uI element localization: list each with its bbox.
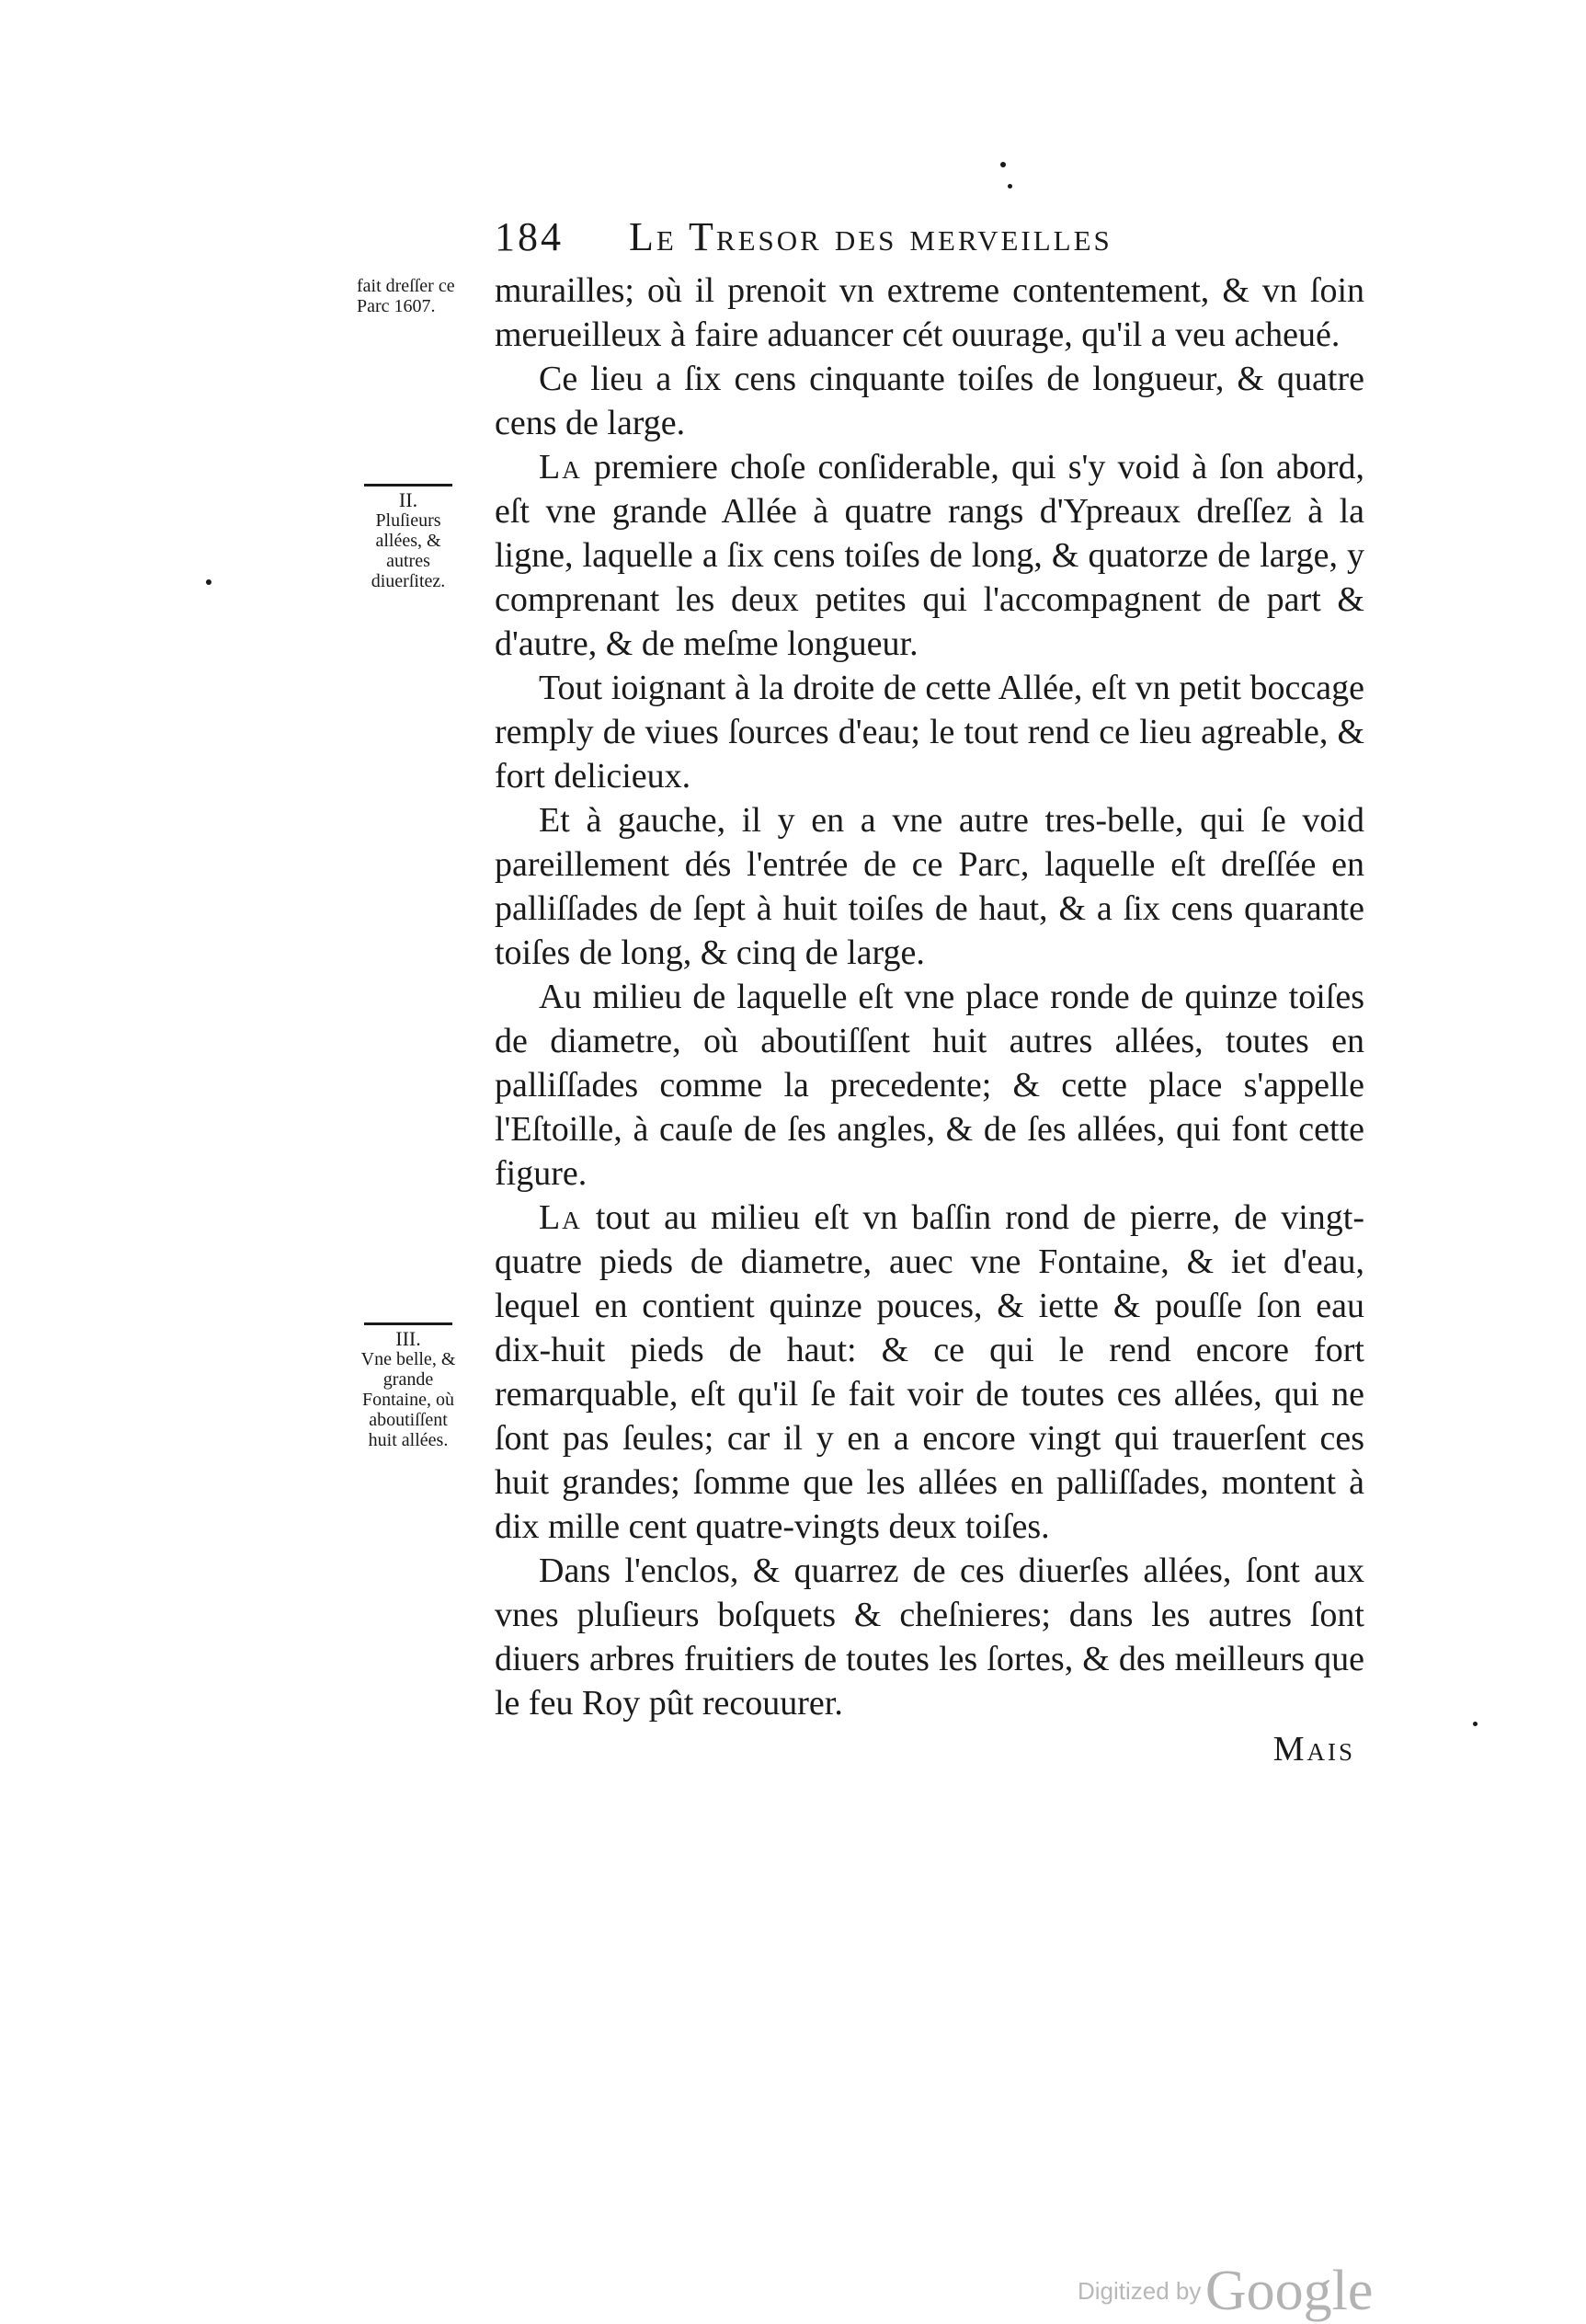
marginal-note [357, 276, 460, 316]
marginal-rule [364, 484, 452, 487]
body-text [495, 269, 1364, 1771]
paragraph-text: murailles; où il prenoit vn extreme contentement, & vn ſoin merueilleux à faire aduancer cét ouurage, qu'il a veu acheué. [495, 271, 1364, 354]
paragraph [495, 1549, 1364, 1725]
google-logo: Google [1204, 2260, 1374, 2322]
marginal-note-number: II. [398, 488, 418, 511]
paragraph-text: tout au milieu eſt vn baſſin rond de pierre, de vingt-quatre pieds de diametre, auec vne Fontaine, & iet d'eau, lequel en contient quinze pouces, & iette & pouſſe ſon eau dix-huit pieds de haut: & ce qui le rend encore fort remarquable, eſt qu'il ſe fait voir de toutes ces allées, qui ne ſont pas ſeules; car il y en a encore vingt qui trauerſent ces huit grandes; ſomme que les allées en palliſſades, montent à dix mille cent quatre-vingts deux toiſes. [495, 1198, 1364, 1546]
speck-mark [1473, 1722, 1478, 1726]
paragraph [495, 357, 1364, 445]
paragraph [495, 666, 1364, 798]
marginal-note [357, 1322, 460, 1450]
paragraph-text: premiere choſe conſiderable, qui s'y void à ſon abord, eſt vne grande Allée à quatre rangs d'Ypreaux dreſſez à la ligne, laquelle a ſix cens toiſes de long, & quatorze de large, y comprenant les deux petites qui l'accompagnent de part & d'autre, & de meſme longueur. [495, 448, 1364, 663]
running-head: Le Tresor des merveilles [629, 214, 1112, 259]
digitized-watermark [1078, 2259, 1373, 2324]
marginal-note-text: Pluſieurs allées, & autres diuerſitez. [371, 510, 446, 591]
paragraph-lead: La [539, 448, 582, 487]
speck-mark [1008, 184, 1012, 189]
marginal-note-number: III. [395, 1327, 421, 1350]
paragraph [495, 269, 1364, 357]
page-number: 184 [495, 214, 564, 259]
marginal-note-text: Vne belle, & grande Fontaine, où aboutiſſent huit allées. [360, 1349, 456, 1450]
paragraph-text: Tout ioignant à la droite de cette Allée, eſt vn petit boccage remply de viues ſources d'eau; le tout rend ce lieu agreable, & fort delicieux. [495, 669, 1364, 796]
paragraph-text: Ce lieu a ſix cens cinquante toiſes de longueur, & quatre cens de large. [495, 360, 1364, 442]
speck-mark [1000, 162, 1006, 167]
marginal-note-text: fait dreſſer ce Parc 1607. [357, 276, 455, 316]
marginal-note [357, 484, 460, 591]
paragraph [495, 445, 1364, 666]
marginal-rule [364, 1322, 452, 1325]
paragraph [495, 798, 1364, 975]
catchword: Mais [1272, 1730, 1355, 1769]
paragraph-lead: La [539, 1198, 582, 1237]
speck-mark [206, 579, 211, 585]
paragraph-text: Dans l'enclos, & quarrez de ces diuerſes allées, ſont aux vnes pluſieurs boſquets & cheſnieres; dans les autres ſont diuers arbres fruitiers de toutes les ſortes, & des meilleurs que le feu Roy pût recouurer. [495, 1551, 1364, 1723]
watermark-prefix: Digitized by [1078, 2277, 1202, 2305]
paragraph [495, 1196, 1364, 1549]
paragraph-text: Au milieu de laquelle eſt vne place ronde de quinze toiſes de diametre, où aboutiſſent huit autres allées, toutes en palliſſades comme la precedente; & cette place s'appelle l'Eſtoille, à cauſe de ſes angles, & de ſes allées, qui font cette figure. [495, 978, 1364, 1193]
page-header [495, 213, 1267, 269]
paragraph [495, 975, 1364, 1196]
paragraph-text: Et à gauche, il y en a vne autre tres-belle, qui ſe void pareillement dés l'entrée de ce Parc, laquelle eſt dreſſée en palliſſades de ſept à huit toiſes de haut, & a ſix cens quarante toiſes de long, & cinq de large. [495, 801, 1364, 972]
